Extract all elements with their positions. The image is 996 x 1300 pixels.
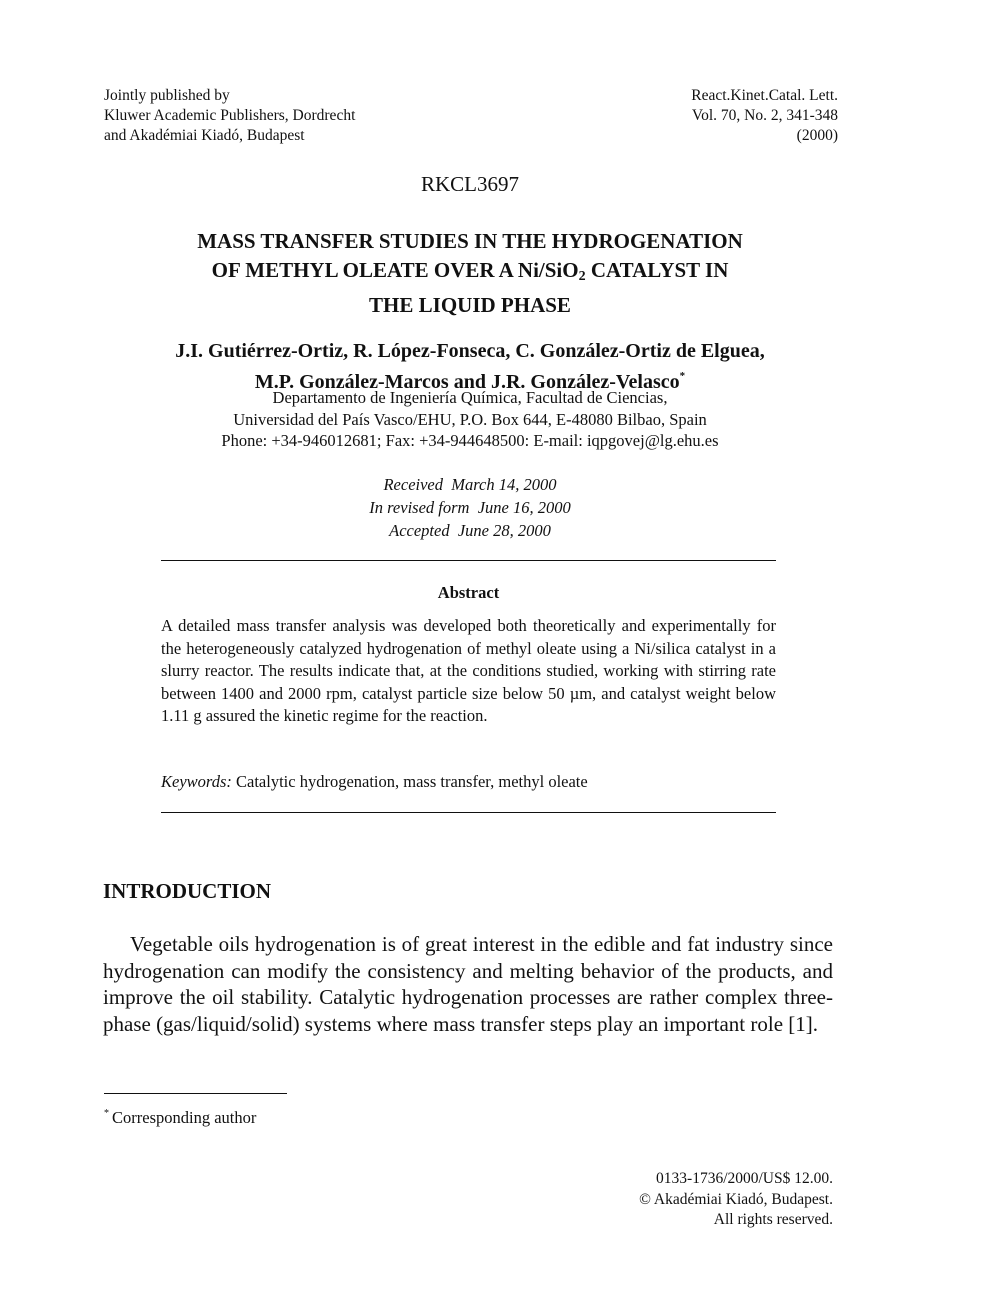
affiliation-line: Departamento de Ingeniería Química, Facultad de Ciencias, (272, 388, 668, 407)
publisher-line: and Akadémiai Kiadó, Budapest (104, 127, 305, 144)
keywords-text: Catalytic hydrogenation, mass transfer, methyl oleate (231, 772, 588, 791)
footnote-text: Corresponding author (112, 1108, 257, 1127)
footnote-rule (104, 1093, 287, 1094)
publisher-line: Kluwer Academic Publishers, Dordrecht (104, 107, 356, 124)
affiliation-line: Phone: +34-946012681; Fax: +34-944648500: E-mail: iqpgovej@lg.ehu.es (221, 431, 719, 450)
copyright-block (639, 1169, 833, 1231)
copyright-line: 0133-1736/2000/US$ 12.00. (656, 1170, 833, 1187)
author-line: M.P. González-Marcos and J.R. González-Velasco* (254, 370, 686, 393)
title-line: THE LIQUID PHASE (369, 293, 571, 317)
keywords-label: Keywords: (161, 772, 232, 791)
abstract-heading: Abstract (437, 583, 500, 602)
corresponding-mark: * (679, 370, 686, 382)
submission-dates (110, 473, 830, 542)
date-received: Received March 14, 2000 (383, 475, 557, 494)
journal-line: (2000) (796, 127, 838, 144)
date-accepted: Accepted June 28, 2000 (389, 521, 551, 540)
date-revised: In revised form June 16, 2000 (369, 498, 571, 517)
author-line: J.I. Gutiérrez-Ortiz, R. López-Fonseca, C. González-Ortiz de Elguea, (175, 340, 765, 362)
copyright-line: © Akadémiai Kiadó, Budapest. (639, 1190, 833, 1208)
section-heading: INTRODUCTION (103, 879, 272, 903)
footnote (104, 1108, 256, 1128)
title-line: MASS TRANSFER STUDIES IN THE HYDROGENATION (197, 229, 743, 253)
copyright-line: All rights reserved. (713, 1211, 833, 1228)
affiliation (110, 387, 830, 452)
intro-paragraph: Vegetable oils hydrogenation is of great interest in the edible and fat industry since hydrogenation can modify the consistency and melting behavior of the products, and improve the oil stability. Catalytic hydrogenation processes are rather complex three-phase (gas/liquid/solid) systems where mass transfer steps play an important role [1]. (103, 932, 833, 1036)
article-code: RKCL3697 (420, 172, 519, 196)
journal-line: React.Kinet.Catal. Lett. (691, 87, 838, 104)
abstract-top-rule (161, 560, 776, 561)
affiliation-line: Universidad del País Vasco/EHU, P.O. Box 644, E-48080 Bilbao, Spain (233, 409, 707, 429)
abstract-text: A detailed mass transfer analysis was developed both theoretically and experimentally for the heterogeneously catalyzed hydrogenation of methyl oleate using a Ni/silica catalyst in a slurry reactor. The results indicate that, at the conditions studied, working with stirring rate between 1400 and 2000 rpm, catalyst particle size below 50 µm, and catalyst weight below 1.11 g assured the kinetic regime for the reaction. (161, 616, 776, 725)
abstract-bottom-rule (161, 812, 776, 813)
publisher-block (104, 86, 355, 146)
title-line: OF METHYL OLEATE OVER A Ni/SiO2 CATALYST IN (211, 258, 729, 284)
paper-title (150, 227, 790, 320)
publisher-line: Jointly published by (104, 87, 230, 104)
journal-citation (691, 86, 838, 146)
journal-line: Vol. 70, No. 2, 341-348 (691, 107, 838, 124)
footnote-mark: * (104, 1108, 109, 1119)
keywords (161, 772, 776, 792)
